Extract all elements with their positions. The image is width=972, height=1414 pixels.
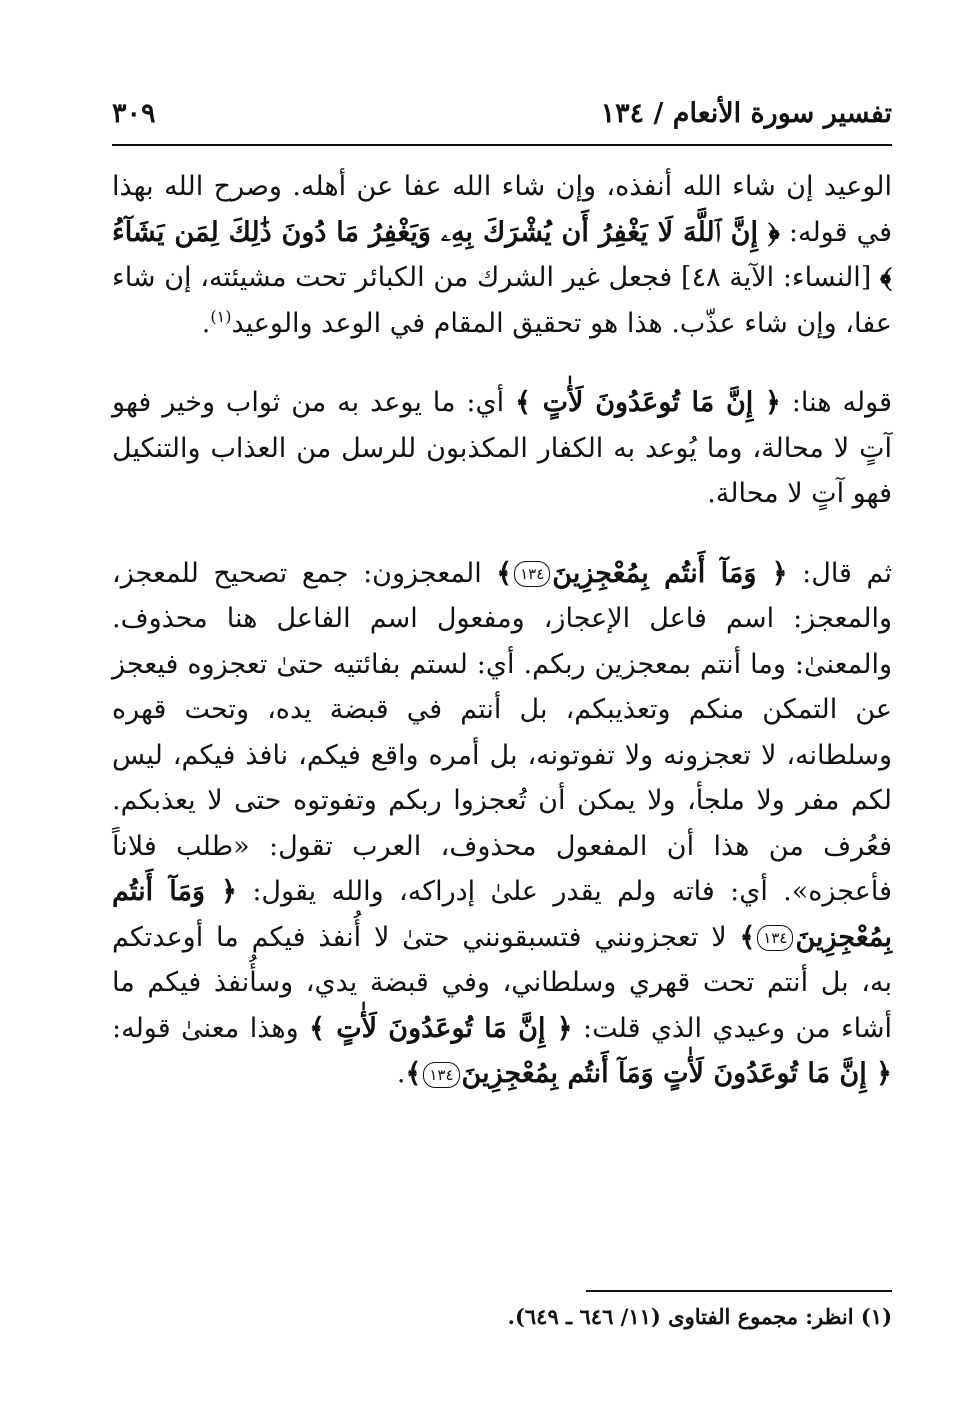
running-title: تفسير سورة الأنعام / ١٣٤ bbox=[600, 97, 892, 129]
paragraph-3 bbox=[112, 551, 892, 1097]
paragraph-1-text-b: [النساء: الآية ٤٨] فجعل غير الشرك من الكبائر تحت مشيئته، إن شاء عفا، وإن شاء عذّب. هذا هو تحقيق المقام في الوعد والوعيد bbox=[112, 262, 892, 339]
page-header bbox=[112, 84, 892, 142]
quran-verse-b: ﴿ وَمَآ أَنتُم بِمُعْجِزِينَ bbox=[112, 876, 892, 953]
paragraph-1-text-a: الوعيد إن شاء الله أنفذه، وإن شاء الله عفا عن أهله. وصرح الله بهذا في قوله: bbox=[112, 171, 892, 248]
quran-verse-anam-134-part: ﴿ إِنَّ مَا تُوعَدُونَ لَأٰتٍ ﴾ bbox=[515, 387, 781, 418]
verse-number-marker: ١٣٤ bbox=[423, 1062, 459, 1088]
header-divider bbox=[112, 144, 892, 146]
footnote-divider bbox=[586, 1290, 892, 1292]
paragraph-2 bbox=[112, 380, 892, 517]
footnote-reference: (١) bbox=[210, 306, 232, 326]
paragraph-3-text-b: المعجزون: جمع تصحيح للمعجز، والمعجز: اسم فاعل الإعجاز، ومفعول اسم الفاعل هنا محذوف. والمعنىٰ: وما أنتم بمعجزين ربكم. أي: لستم بفائتيه حتىٰ تعجزوه فيعجز عن التمكن منكم وتعذيبكم، بل أنتم في قبضة يده، وتحت قهره وسلطانه، لا تعجزونه ولا تفوتونه، بل أمره واقع فيكم، نافذ فيكم، ليس لكم مفر ولا ملجأ، ولا يمكن أن تُعجزوا ربكم وتفوتوه حتى لا يعذبكم. فعُرف من هذا أن المفعول محذوف، العرب تقول: «طلب فلاناً فأعجزه». أي: فاته ولم يقدر علىٰ إدراكه، والله يقول: bbox=[112, 557, 892, 907]
quran-bracket-close: ﴾ bbox=[739, 921, 756, 953]
paragraph-1 bbox=[112, 164, 892, 346]
quran-verse-d: ﴿ إِنَّ مَا تُوعَدُونَ لَأٰتٍ وَمَآ أَنتُم بِمُعْجِزِينَ bbox=[461, 1058, 892, 1089]
footnote: (١) انظر: مجموع الفتاوى (١١/ ٦٤٦ ـ ٦٤٩). bbox=[507, 1304, 892, 1329]
paragraph-3-text-a: ثم قال: bbox=[787, 557, 892, 589]
verse-number-marker: ١٣٤ bbox=[514, 561, 550, 587]
quran-bracket-close: ﴾ bbox=[405, 1058, 422, 1089]
paragraph-2-text-a: قوله هنا: bbox=[780, 387, 892, 418]
page-body bbox=[112, 164, 892, 1097]
paragraph-3-text-d: وهذا معنىٰ قوله: bbox=[112, 1012, 310, 1044]
quran-verse-c: ﴿ إِنَّ مَا تُوعَدُونَ لَأٰتٍ ﴾ bbox=[309, 1012, 573, 1044]
page-number: ٣٠٩ bbox=[112, 97, 156, 129]
verse-number-marker: ١٣٤ bbox=[757, 925, 793, 951]
paragraph-3-text-e: . bbox=[396, 1058, 406, 1089]
paragraph-2-text-b: أي: ما يوعد به من ثواب وخير فهو آتٍ لا محالة، وما يُوعد به الكفار المكذبون للرسل من العذاب والتنكيل فهو آتٍ لا محالة. bbox=[112, 387, 892, 509]
quran-bracket-close: ﴾ bbox=[496, 557, 513, 589]
paragraph-1-text-c: . bbox=[201, 307, 211, 339]
quran-verse-a: ﴿ وَمَآ أَنتُم بِمُعْجِزِينَ bbox=[552, 557, 788, 589]
paragraph-3-text-c: لا تعجزونني فتسبقونني حتىٰ لا أُنفذ فيكم ما أوعدتكم به، بل أنتم تحت قهري وسلطاني، وفي قبضة يدي، وسأُنفذ فيكم ما أشاء من وعيدي الذي قلت: bbox=[112, 921, 892, 1044]
quran-verse-nisa-48: ﴿ إِنَّ ٱللَّهَ لَا يَغْفِرُ أَن يُشْرَكَ بِهِۦ وَيَغْفِرُ مَا دُونَ ذَٰلِكَ لِمَن يَشَآءُ ﴾ bbox=[112, 216, 892, 293]
